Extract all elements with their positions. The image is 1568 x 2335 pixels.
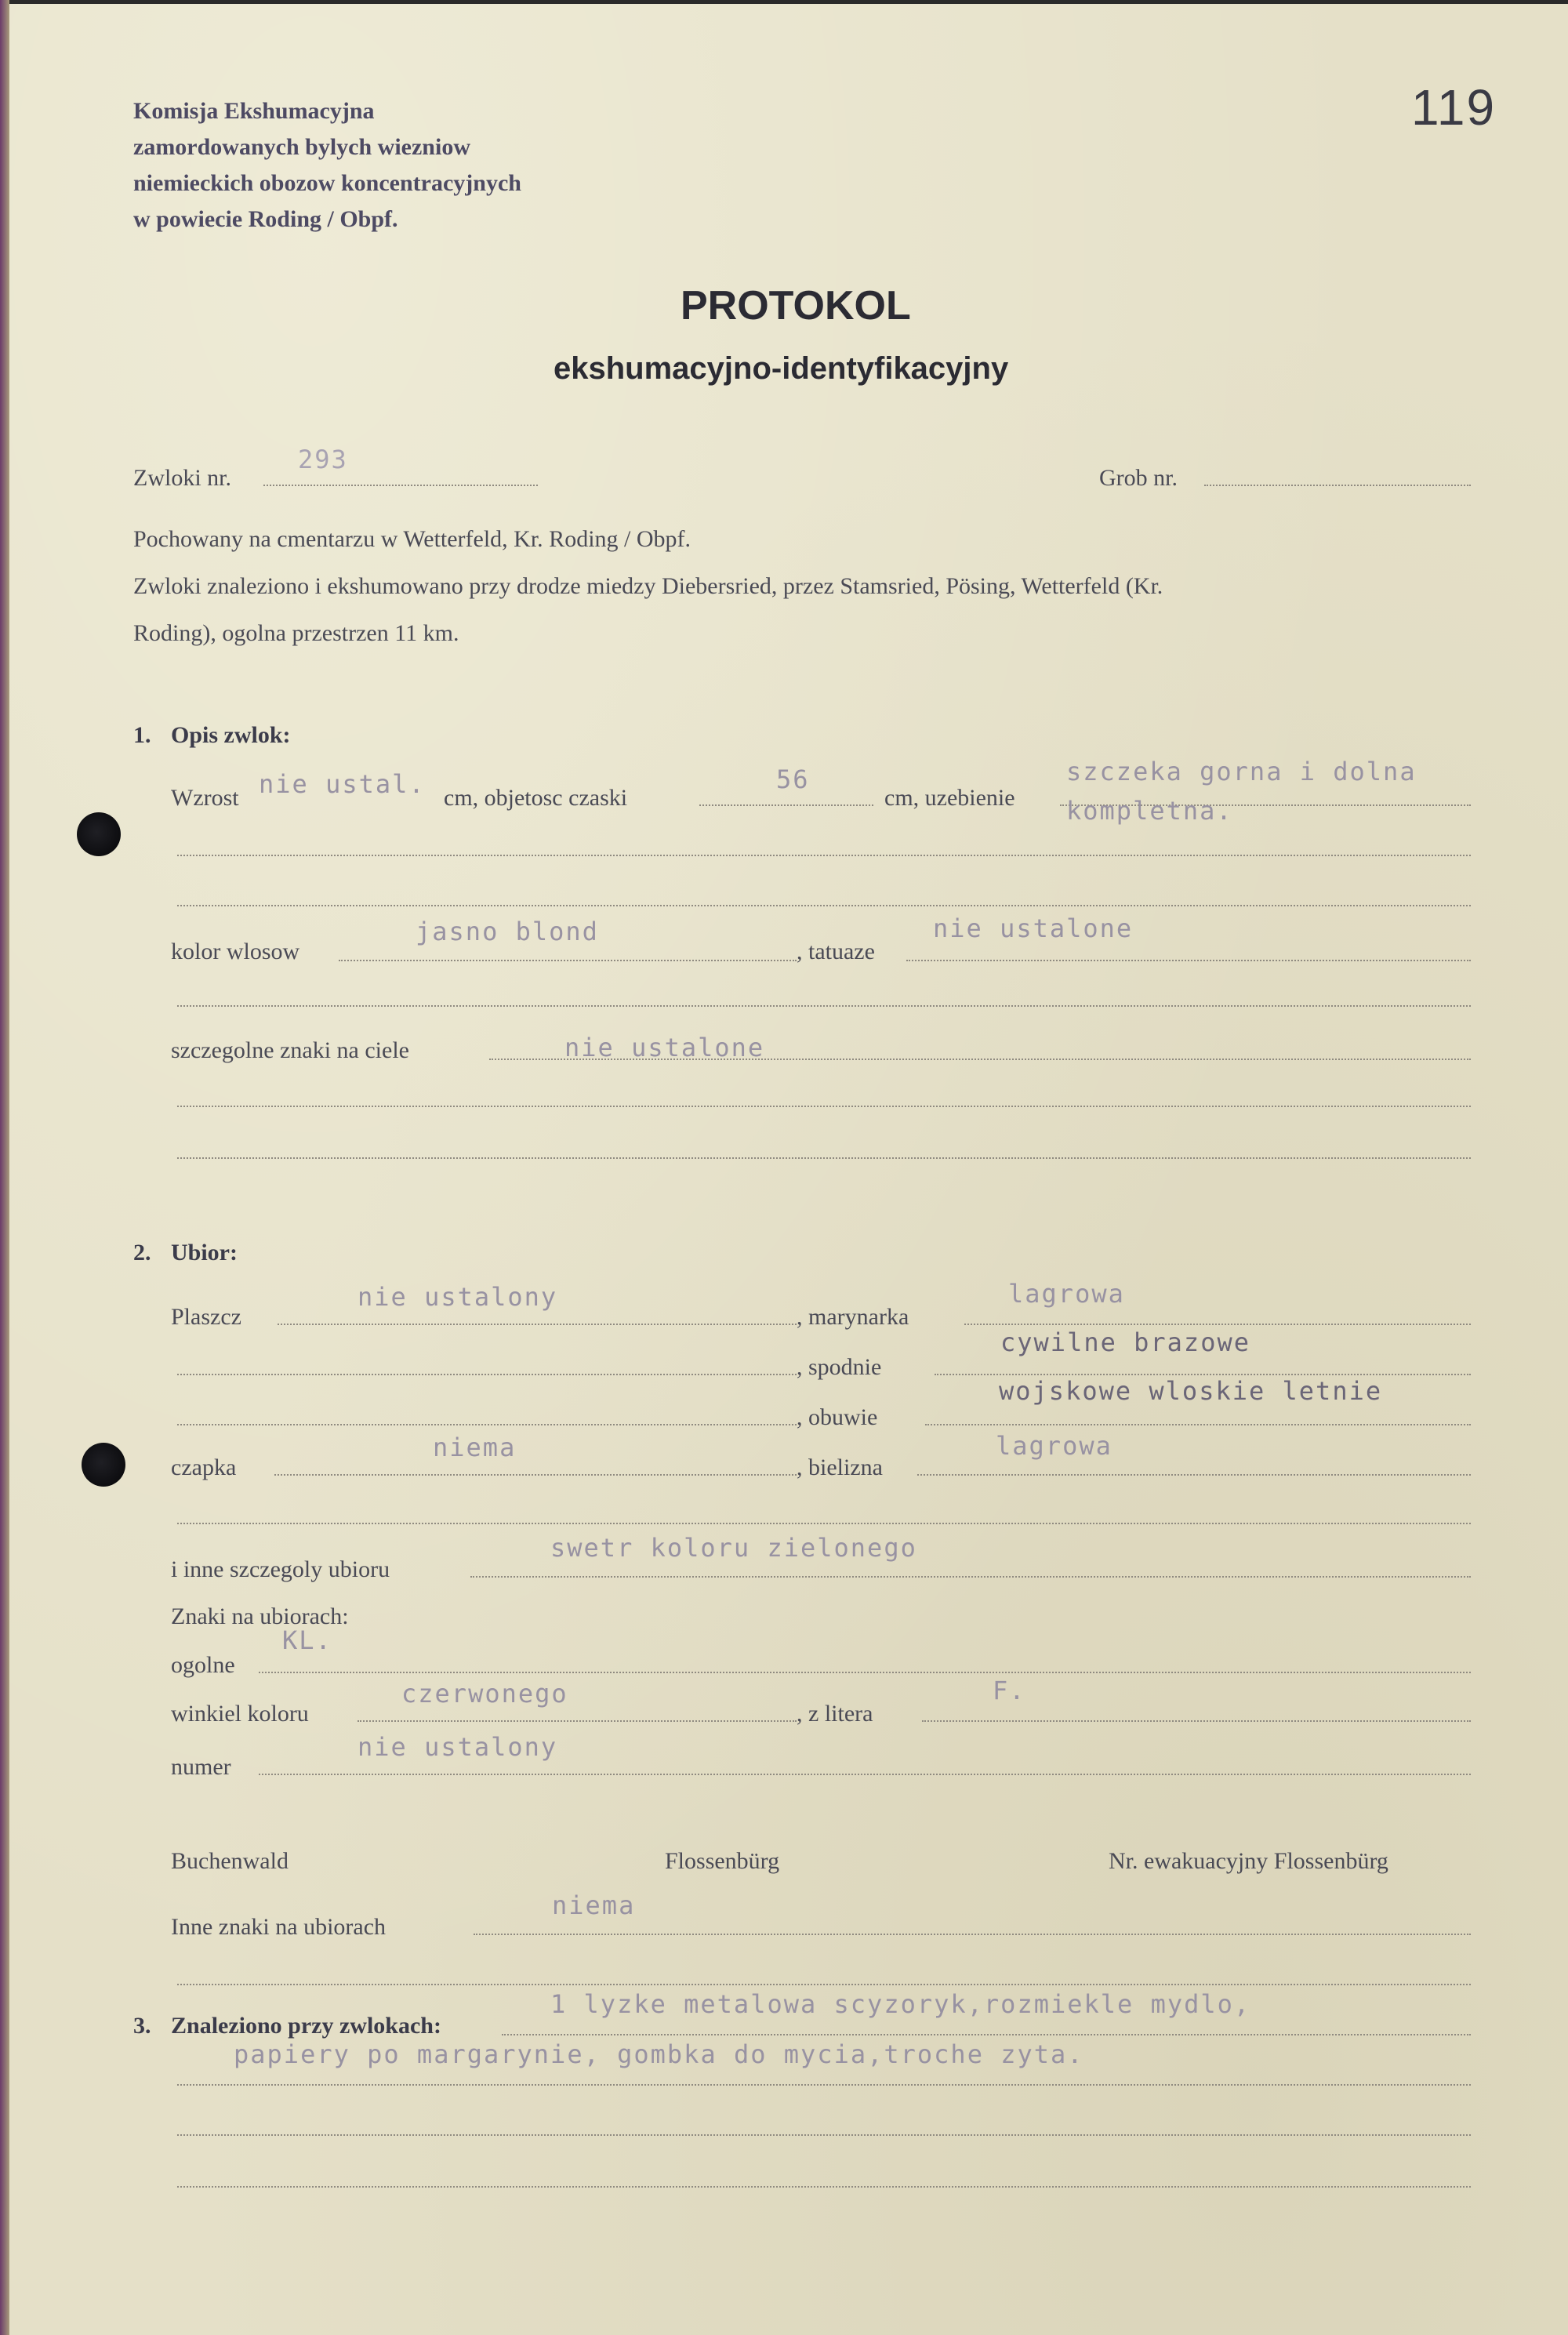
czaska-dotted-line	[699, 804, 873, 806]
inne-dotted-line	[470, 1576, 1471, 1578]
czaska-value: 56	[776, 764, 810, 794]
obuwie-label: , obuwie	[797, 1404, 878, 1430]
inne-znaki-dotted-line	[474, 1934, 1471, 1935]
wzrost-value: nie ustal.	[259, 769, 426, 799]
zwloki-label: Zwloki nr.	[133, 465, 231, 491]
uzebienie-value-2: kompletna.	[1066, 796, 1233, 826]
numer-dotted-line	[259, 1774, 1471, 1775]
z-litera-label: , z litera	[797, 1701, 873, 1727]
wzrost-label: Wzrost	[171, 785, 239, 811]
inne-szczegoly-value: swetr koloru zielonego	[550, 1533, 917, 1563]
winkiel-value: czerwonego	[401, 1679, 568, 1709]
plaszcz-value: nie ustalony	[358, 1282, 558, 1312]
burial-line-3: Roding), ogolna przestrzen 11 km.	[133, 620, 459, 646]
bielizna-dotted-line	[917, 1474, 1471, 1476]
winkiel-label: winkiel koloru	[171, 1701, 309, 1727]
litera-dotted-line	[922, 1720, 1471, 1722]
page-left-edge	[0, 0, 9, 2335]
obuwie-value: wojskowe wloskie letnie	[999, 1376, 1383, 1406]
marynarka-value: lagrowa	[1008, 1279, 1125, 1309]
buchenwald-label: Buchenwald	[171, 1848, 289, 1874]
dotted-line	[177, 1157, 1471, 1159]
marynarka-label: , marynarka	[797, 1304, 909, 1330]
dotted-line	[177, 1374, 797, 1375]
marynarka-dotted-line	[964, 1324, 1471, 1325]
cm-uzebienie-label: cm, uzebienie	[884, 785, 1015, 811]
tatuaze-value: nie ustalone	[933, 913, 1134, 943]
zwloki-value: 293	[298, 445, 348, 474]
czapka-label: czapka	[171, 1454, 237, 1480]
numer-value: nie ustalony	[358, 1732, 558, 1762]
tatuaze-dotted-line	[906, 960, 1471, 961]
ogolne-label: ogolne	[171, 1652, 235, 1678]
kolor-dotted-line	[339, 960, 797, 961]
grob-label: Grob nr.	[1099, 465, 1178, 491]
section-3-number: 3.	[133, 2013, 151, 2039]
dotted-line	[177, 1984, 1471, 1985]
dotted-line	[177, 2186, 1471, 2188]
page-subtitle: ekshumacyjno-identyfikacyjny	[554, 351, 1009, 386]
dotted-line	[177, 2134, 1471, 2136]
dotted-line	[177, 1005, 1471, 1007]
czapka-dotted-line	[274, 1474, 797, 1476]
org-line-4: w powiecie Roding / Obpf.	[133, 206, 398, 232]
found-items-line-2: papiery po margarynie, gombka do mycia,troche zyta.	[234, 2039, 1084, 2069]
tatuaze-label: , tatuaze	[797, 939, 875, 964]
szczegolne-znaki-value: nie ustalone	[564, 1033, 765, 1062]
inne-znaki-value: niema	[552, 1890, 636, 1920]
org-line-2: zamordowanych bylych wiezniow	[133, 134, 470, 160]
org-line-3: niemieckich obozow koncentracyjnych	[133, 170, 521, 196]
found-items-line-1: 1 lyzke metalowa scyzoryk,rozmiekle mydlo,	[550, 1989, 1251, 2019]
plaszcz-dotted-line	[278, 1324, 797, 1325]
page-title: PROTOKOL	[681, 283, 911, 329]
plaszcz-label: Plaszcz	[171, 1304, 241, 1330]
ogolne-dotted-line	[259, 1672, 1471, 1673]
nr-ewakuacyjny-label: Nr. ewakuacyjny Flossenbürg	[1109, 1848, 1388, 1874]
obuwie-dotted-line	[925, 1424, 1471, 1425]
section-3-heading: Znaleziono przy zwlokach:	[171, 2013, 441, 2039]
cm-objetosc-label: cm, objetosc czaski	[444, 785, 628, 811]
bielizna-label: , bielizna	[797, 1454, 883, 1480]
winkiel-dotted-line	[358, 1720, 797, 1722]
dotted-line	[177, 855, 1471, 856]
dotted-line	[177, 1523, 1471, 1524]
dotted-line	[177, 2084, 1471, 2086]
szczegolne-znaki-label: szczegolne znaki na ciele	[171, 1037, 409, 1063]
section-2-heading: Ubior:	[171, 1240, 238, 1266]
grob-dotted-line	[1204, 485, 1471, 486]
kolor-wlosow-value: jasno blond	[416, 917, 599, 946]
dotted-line	[177, 1106, 1471, 1107]
spodnie-label: , spodnie	[797, 1354, 882, 1380]
burial-line-1: Pochowany na cmentarzu w Wetterfeld, Kr. Roding / Obpf.	[133, 526, 691, 552]
org-line-1: Komisja Ekshumacyjna	[133, 98, 375, 124]
section-2-number: 2.	[133, 1240, 151, 1266]
spodnie-dotted-line	[935, 1374, 1471, 1375]
znaki-na-ubiorach-label: Znaki na ubiorach:	[171, 1603, 349, 1629]
numer-label: numer	[171, 1754, 231, 1780]
uzebienie-value-1: szczeka gorna i dolna	[1066, 757, 1417, 786]
flossenburg-label: Flossenbürg	[665, 1848, 780, 1874]
page-top-edge	[0, 0, 1568, 4]
zwloki-dotted-line	[263, 485, 538, 486]
page-number: 119	[1411, 79, 1497, 136]
czapka-value: niema	[433, 1433, 517, 1462]
bielizna-value: lagrowa	[996, 1431, 1112, 1461]
section-3-dotted-line	[502, 2034, 1471, 2035]
punch-hole-bottom	[82, 1443, 125, 1487]
section-1-heading: Opis zwlok:	[171, 722, 291, 748]
inne-szczegoly-label: i inne szczegoly ubioru	[171, 1556, 390, 1582]
spodnie-value: cywilne brazowe	[1000, 1327, 1250, 1357]
punch-hole-top	[77, 812, 121, 856]
section-1-number: 1.	[133, 722, 151, 748]
burial-line-2: Zwloki znaleziono i ekshumowano przy drodze miedzy Diebersried, przez Stamsried, Pösing, Wetterfeld (Kr.	[133, 573, 1163, 599]
z-litera-value: F.	[993, 1676, 1026, 1705]
dotted-line	[177, 905, 1471, 906]
inne-znaki-label: Inne znaki na ubiorach	[171, 1914, 387, 1940]
dotted-line	[177, 1424, 797, 1425]
ogolne-value: KL.	[282, 1625, 332, 1655]
kolor-wlosow-label: kolor wlosow	[171, 939, 300, 964]
